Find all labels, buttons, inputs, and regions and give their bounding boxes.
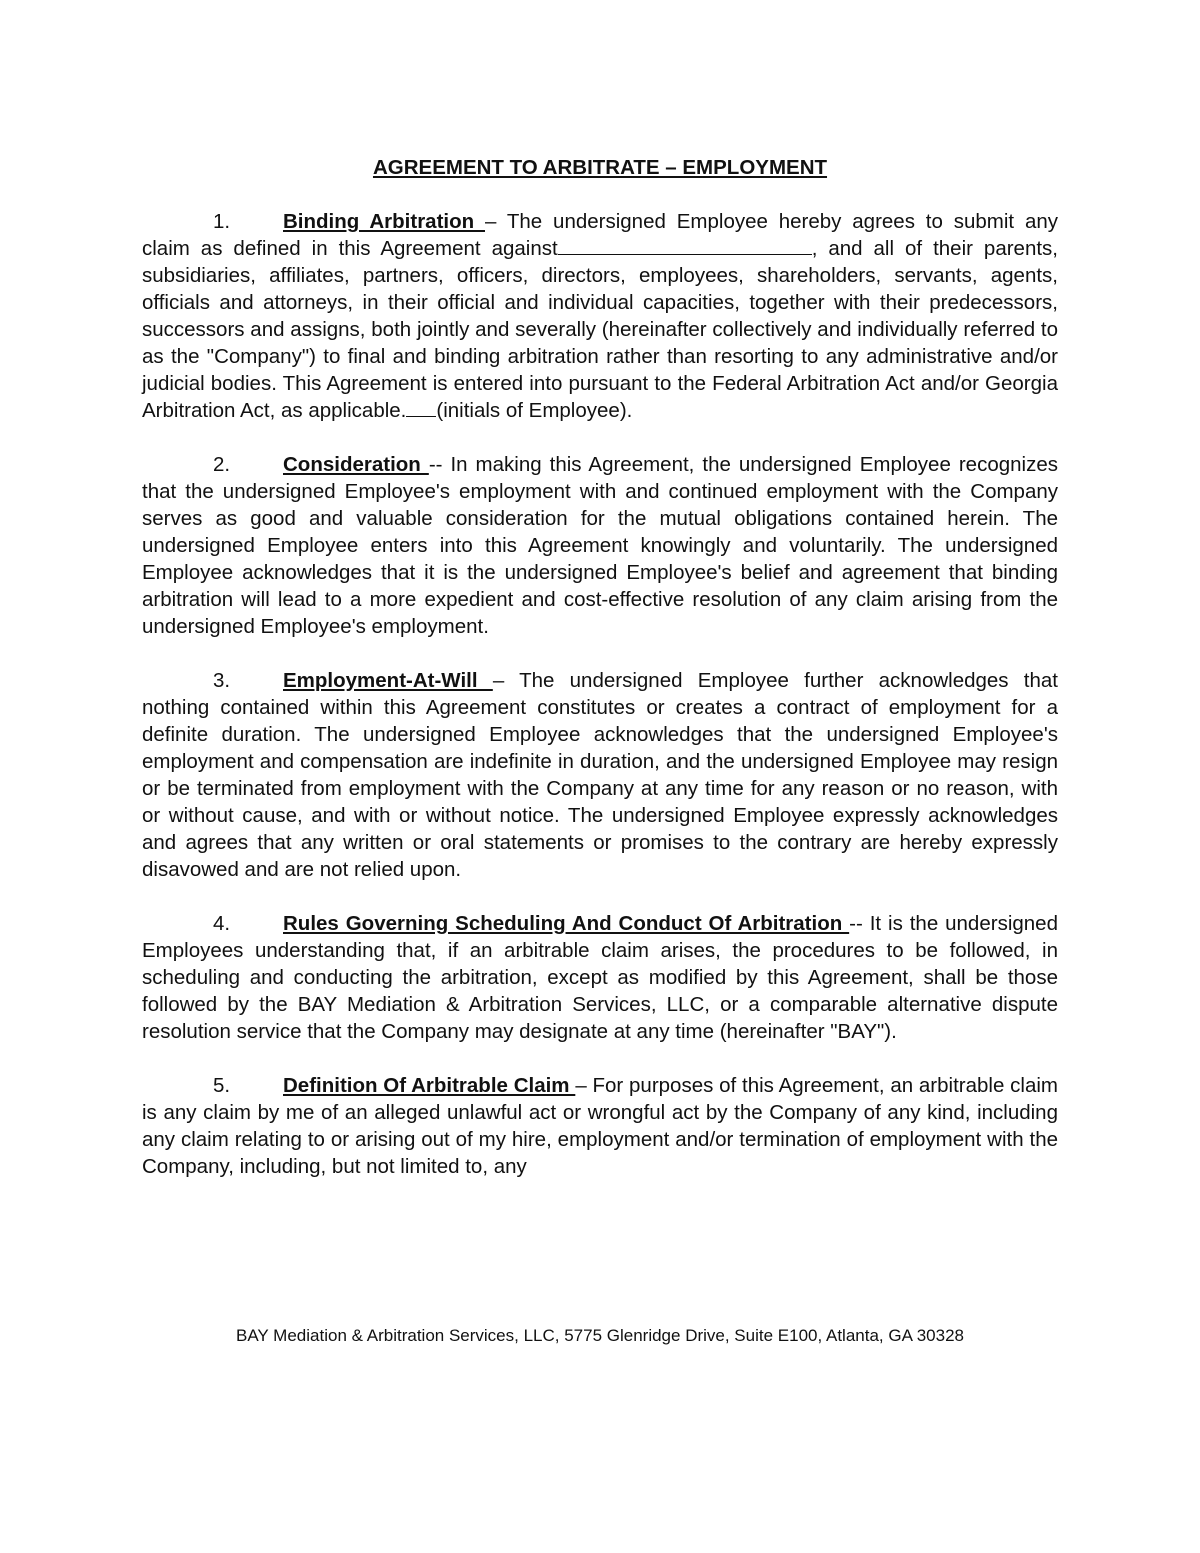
section-number: 4. (213, 912, 231, 935)
section-heading: Binding Arbitration (283, 210, 485, 233)
section-number: 1. (213, 210, 231, 233)
section-text: – For purposes of this Agreement, an arbitrable claim is any claim by me of an alleged unlawful act or wrongful act by the Company of any kind, including any claim relating to or arising out of my hire, employment and/or termination of employment with the Company, including, but not limited to, any (142, 1074, 1058, 1178)
document-title: AGREEMENT TO ARBITRATE – EMPLOYMENT (372, 156, 828, 179)
section-text: – The undersigned Employee further acknowledges that nothing contained within this Agreement constitutes or creates a contract of employment for a definite duration. The undersigned Employee acknowledges that the undersigned Employee's employment and compensation are indefinite in duration, and the undersigned Employee may resign or be terminated from employment with the Company at any time for any reason or no reason, with or without cause, and with or without notice. The undersigned Employee expressly acknowledges and agrees that any written or oral statements or promises to the contrary are hereby expressly disavowed and are not relied upon. (142, 669, 1058, 881)
section-text: , and all of their parents, subsidiaries, affiliates, partners, officers, directors, employees, shareholders, servants, agents, officials and attorneys, in their official and individual capacities, together with their predecessors, successors and assigns, both jointly and severally (hereinafter collectively and individually referred to as the "Company") to final and binding arbitration rather than resorting to any administrative and/or judicial bodies. This Agreement is entered into pursuant to the Federal Arbitration Act and/or Georgia Arbitration Act, as applicable. (142, 237, 1058, 422)
employee-initials-blank[interactable] (406, 398, 436, 417)
section-number: 3. (213, 669, 231, 692)
section-text: -- It is the undersigned Employees understanding that, if an arbitrable claim arises, the procedures to be followed, in scheduling and conducting the arbitration, except as modified by this Agreement, shall be those followed by the BAY Mediation & Arbitration Services, LLC, or a comparable alternative dispute resolution service that the Company may designate at any time (hereinafter "BAY"). (142, 912, 1058, 1043)
section-heading: Definition Of Arbitrable Claim (283, 1074, 576, 1097)
section-text: -- In making this Agreement, the undersigned Employee recognizes that the undersigned Employee's employment with and continued employment with the Company serves as good and valuable consideration for the mutual obligations contained herein. The undersigned Employee enters into this Agreement knowingly and voluntarily. The undersigned Employee acknowledges that it is the undersigned Employee's belief and agreement that binding arbitration will lead to a more expedient and cost-effective resolution of any claim arising from the undersigned Employee's employment. (142, 453, 1058, 638)
page-footer: BAY Mediation & Arbitration Services, LLC, 5775 Glenridge Drive, Suite E100, Atlanta, GA 30328 (236, 1326, 964, 1345)
company-name-blank[interactable] (558, 236, 812, 255)
section-text: – The undersigned Employee hereby agrees to submit any claim as defined in this Agreement against (142, 210, 1059, 260)
section-employment-at-will (142, 667, 1058, 883)
section-number: 2. (213, 453, 231, 476)
section-consideration (142, 451, 1058, 640)
section-text: (initials of Employee). (436, 399, 633, 422)
section-number: 5. (213, 1074, 231, 1097)
section-definition-arbitrable-claim (142, 1072, 1058, 1180)
section-rules-governing (142, 910, 1058, 1045)
document-body (142, 208, 1058, 1207)
section-heading: Consideration (283, 453, 429, 476)
section-heading: Employment-At-Will (283, 669, 493, 692)
section-heading: Rules Governing Scheduling And Conduct Of Arbitration (283, 912, 850, 935)
section-binding-arbitration (142, 208, 1058, 424)
